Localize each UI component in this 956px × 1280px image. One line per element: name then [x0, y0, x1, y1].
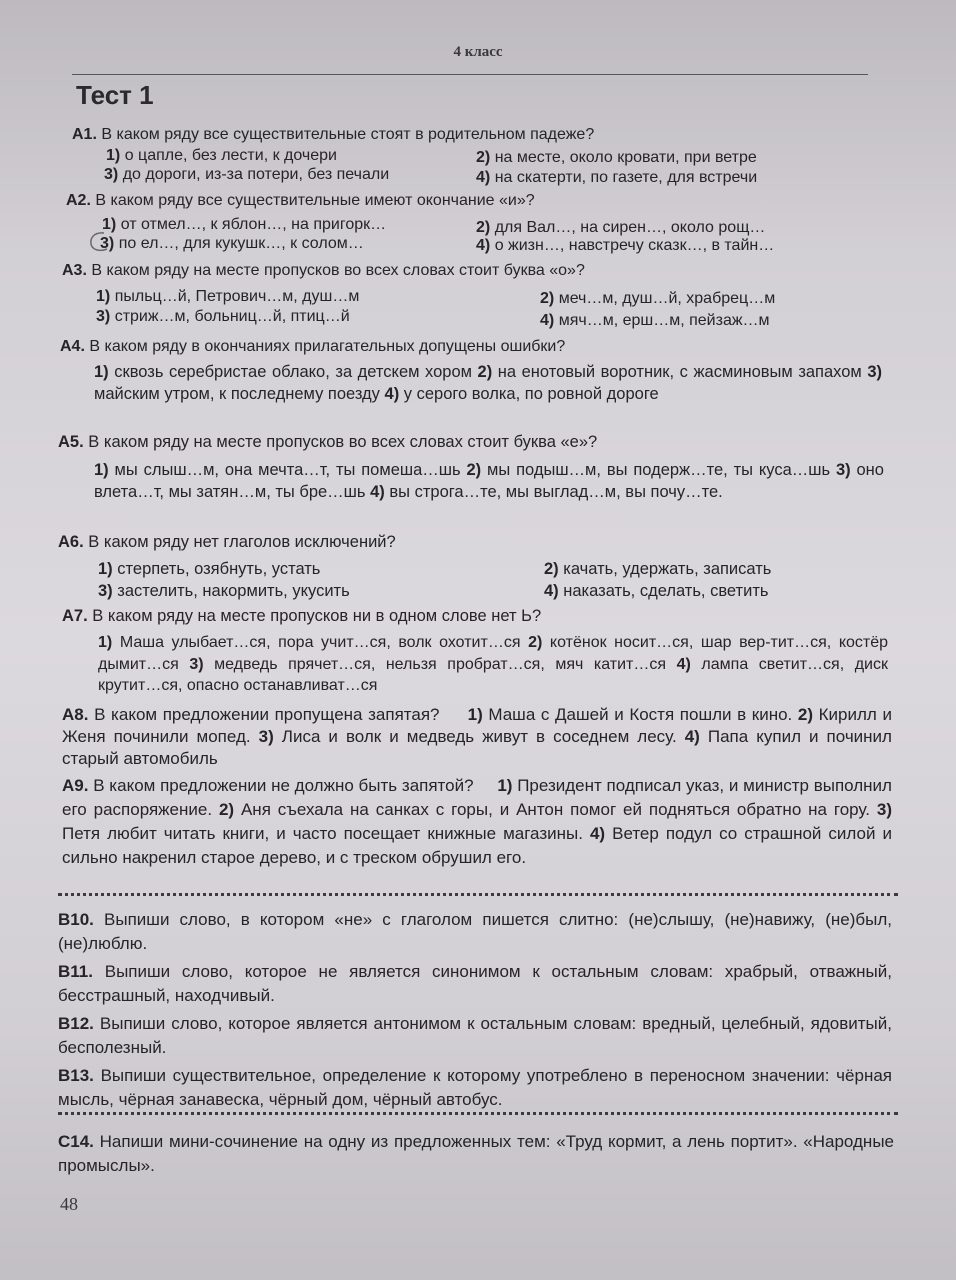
task-b11: В11. Выпиши слово, которое не является синонимом к остальным словам: храбрый, отважный, бесстрашный, находчивый. — [58, 962, 892, 1005]
grade-header: 4 класс — [453, 44, 503, 60]
answer-options: 1) Маша улыбает…ся, пора учит…ся, волк охотит…ся 2) котёнок носит…ся, шар вер-тит…ся, костёр дымит…ся 3) медведь прячет…ся, нельзя пробрат…ся, мяч катит…ся 4) лампа светит…ся, диск крутит…ся, опасно останавливат…ся — [98, 634, 889, 694]
option: 4) мяч…м, ерш…м, пейзаж…м — [540, 312, 770, 329]
question-a7: А7. В каком ряду на месте пропусков ни в одном слове нет Ь? — [62, 607, 542, 625]
question-a9: А9. В каком предложении не должно быть запятой? 1) Президент подписал указ, и министр выполнил его распоряжение. 2) Аня съехала на санках с горы, и Антон помог ей подняться обратно на гору. 3) Петя любит читать книги, и часто посещает книжные магазины. 4) Ветер подул со страшной силой и сильно накренил старое дерево, и с треском обрушил его. — [62, 776, 892, 867]
task-b12: В12. Выпиши слово, которое является антонимом к остальным словам: вредный, целебный, ядовитый, бесполезный. — [58, 1014, 892, 1057]
option: 1) стерпеть, озябнуть, устать — [98, 560, 321, 578]
option: 3) до дороги, из-за потери, без печали — [104, 166, 390, 183]
option: 1) от отмел…, к яблон…, на пригорк… — [102, 216, 387, 233]
question-a1 — [72, 124, 594, 145]
option: 4) о жизн…, навстречу сказк…, в тайн… — [476, 237, 775, 254]
test-title: Тест 1 — [76, 80, 154, 110]
option: 3) по ел…, для кукушк…, к солом… — [100, 235, 364, 252]
answer-options: 1) мы слыш…м, она мечта…т, ты помеша…шь 2) мы подыш…м, вы подерж…те, ты куса…шь 3) оно влета…т, мы затян…м, ты бре…шь 4) вы строга…те, мы выглад…м, вы почу…те. — [94, 461, 884, 501]
option: 2) меч…м, душ…й, храбрец…м — [540, 290, 776, 307]
task-c14: С14. Напиши мини-сочинение на одну из предложенных тем: «Труд кормит, а лень портит». «Народные промыслы». — [58, 1132, 894, 1175]
section-separator — [58, 893, 898, 896]
question-a5: А5. В каком ряду на месте пропусков во всех словах стоит буква «е»? — [58, 433, 598, 451]
option: 4) наказать, сделать, светить — [544, 582, 769, 600]
answer-options: 1) сквозь серебристае облако, за детскем хором 2) на енотовый воротник, с жасминовым запахом 3) майским утром, к последнему поезду 4) у серого волка, по ровной дороге — [94, 363, 882, 403]
header-rule — [72, 74, 868, 75]
page-number: 48 — [60, 1194, 78, 1214]
option: 2) на месте, около кровати, при ветре — [476, 149, 757, 166]
option: 4) на скатерти, по газете, для встречи — [476, 169, 758, 186]
option: 2) для Вал…, на сирен…, около рощ… — [476, 219, 766, 236]
question-a8: А8. В каком предложении пропущена запятая? 1) Маша с Дашей и Костя пошли в кино. 2) Кирилл и Женя починили мопед. 3) Лиса и волк и медведь живут в соседнем лесу. 4) Папа купил и починил старый автомобиль — [62, 705, 892, 768]
question-a4: А4. В каком ряду в окончаниях прилагательных допущены ошибки? — [60, 338, 566, 355]
question-a6: А6. В каком ряду нет глаголов исключений? — [58, 533, 396, 551]
question-a2: А2. В каком ряду все существительные имеют окончание «и»? — [66, 192, 535, 209]
option: 1) о цапле, без лести, к дочери — [106, 147, 337, 164]
option: 2) качать, удержать, записать — [544, 560, 772, 578]
option: 1) пыльц…й, Петрович…м, душ…м — [96, 288, 360, 305]
question-number: А1. — [72, 126, 97, 143]
option: 3) застелить, накормить, укусить — [98, 582, 350, 600]
option: 3) стриж…м, больниц…й, птиц…й — [96, 308, 350, 325]
question-a3: А3. В каком ряду на месте пропусков во всех словах стоит буква «о»? — [62, 262, 585, 279]
task-b13: В13. Выпиши существительное, определение к которому употреблено в переносном значении: чёрная мысль, чёрная занавеска, чёрный дом, чёрный автобус. — [58, 1066, 892, 1109]
question-text: В каком ряду все существительные стоят в родительном падеже? — [101, 126, 595, 143]
section-separator — [58, 1112, 898, 1115]
task-b10: В10. Выпиши слово, в котором «не» с глаголом пишется слитно: (не)слышу, (не)навижу, (не)был, (не)люблю. — [58, 910, 892, 953]
